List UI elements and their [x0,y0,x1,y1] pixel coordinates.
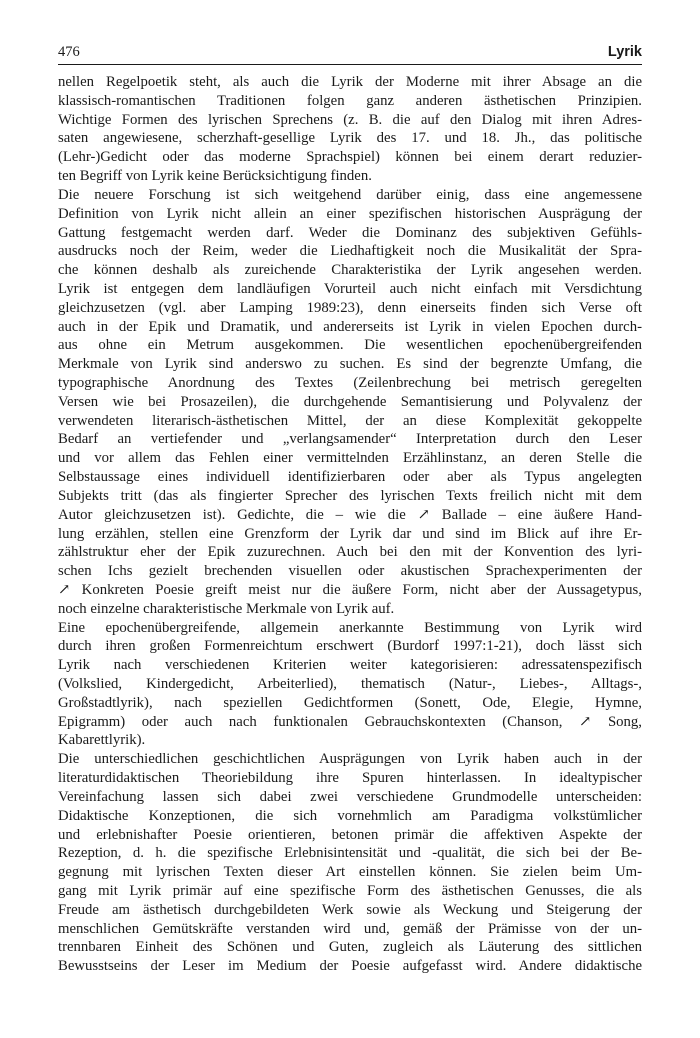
text-line: Epigramm) oder auch nach funktionalen Gebrauchskontexten (Chanson, ↗ Song, [58,713,642,730]
running-head: Lyrik [607,44,642,60]
text-line: nellen Regelpoetik steht, als auch die Lyrik der Moderne mit ihrer Absage an die [58,74,642,90]
text-line: literaturdidaktischen Theoriebildung ihre Spuren hinterlassen. In idealtypischer [58,770,642,787]
text-line: Didaktische Konzeptionen, die sich vornehmlich am Paradigma volkstümlicher [58,807,642,824]
text-line: typographische Anordnung des Textes (Zeilenbrechung bei metrisch geregelten [58,375,642,391]
text-line: trennbaren Einheit des Schönen und Guten, zugleich als Läuterung des sittlichen [58,939,642,956]
text-line: Definition von Lyrik nicht allein an einer spezifischen historischen Ausprägung der [58,205,642,222]
text-line: saten angewiesene, scherzhaft-gesellige Lyrik des 17. und 18. Jh., das politische [58,130,642,147]
text-line: Gattung festgemacht werden darf. Weder die Dominanz des subjektiven Gefühls- [58,224,642,241]
text-line: Merkmale von Lyrik sind anderswo zu suchen. Es sind der begrenzte Umfang, die [58,356,642,373]
text-line: auch in der Epik und Dramatik, und andererseits ist Lyrik in vielen Epochen durch- [58,318,642,335]
text-line: Rezeption, d. h. die spezifische Erlebnisintensität und -qualität, die sich bei der Be- [58,845,642,862]
text-line: Die unterschiedlichen geschichtlichen Ausprägungen von Lyrik haben auch in der [58,751,642,768]
text-line: durch ihren großen Formenreichtum erschwert (Burdorf 1997:1-21), doch lässt sich [58,638,642,655]
header-rule [58,64,642,65]
text-line: (Volkslied, Kindergedicht, Arbeiterlied), thematisch (Natur-, Liebes-, Alltags-, [58,676,642,692]
text-line: noch einzelne charakteristische Merkmale von Lyrik auf. [58,600,395,617]
text-line: verwendeten literarisch-ästhetischen Mittel, der an diese Komplexität gekoppelte [58,412,642,429]
text-line: Lyrik ist entgegen dem landläufigen Vorurteil auch nicht einfach mit Versdichtung [58,280,642,297]
text-line: menschlichen Gemütskräfte verstanden wird und, gemäß der Prämisse von der un- [58,920,642,937]
text-line: che können deshalb als zureichende Charakteristika der Lyrik angesehen werden. [58,262,642,279]
text-line: Kabarettlyrik). [58,732,146,749]
text-line: Eine epochenübergreifende, allgemein anerkannte Bestimmung von Lyrik wird [58,619,642,636]
text-line: Wichtige Formen des lyrischen Sprechens (z. B. die auf den Dialog mit ihren Adres- [58,111,642,128]
text-line: Subjekts tritt (das als fingierter Sprecher des lyrischen Texts freilich nicht mit dem [58,487,642,504]
text-line: schen Ichs gezielt brechenden visuellen oder akustischen Sprachexperimenten der [58,563,642,580]
text-line: Selbstaussage eines individuell identifizierbaren oder aber als Typus angelegten [58,469,642,486]
text-line: lung erzählen, stellen eine Grenzform der Lyrik dar und sind im Blick auf ihre Er- [58,525,642,542]
text-line: Lyrik nach verschiedenen Kriterien weiter kategorisieren: adressatenspezifisch [58,657,642,674]
text-line: und erlebnishafter Poesie orientieren, betonen primär die affektiven Aspekte der [58,826,642,843]
text-line: ausdrucks noch der Reim, weder die Liedhaftigkeit noch die Musikalität der Spra- [58,243,642,260]
text-line: Bewusstseins der Leser im Medium der Poesie aufgefasst wird. Andere didaktische [58,958,642,975]
text-line: gegnung mit lyrischen Texten dieser Art einstellen können. Sie zielen beim Um- [58,864,642,881]
text-line: gang mit Lyrik primär auf eine spezifische Form des ästhetischen Genusses, die als [58,882,642,899]
text-line: Vereinfachung lassen sich dabei zwei verschiedene Grundmodelle unterscheiden: [58,788,642,805]
text-line: Freude am ästhetisch durchgebildeten Werk sowie als Weckung und Steigerung der [58,901,642,918]
text-line: Versen wie bei Prosazeilen), die durchgehende Semantisierung und Polyvalenz der [58,393,642,410]
text-line: ten Begriff von Lyrik keine Berücksichtigung finden. [58,168,372,185]
text-line: und vor allem das Fehlen einer vermittelnden Erzählinstanz, an deren Stelle die [58,450,642,467]
text-line: Großstadtlyrik), nach speziellen Gedichtformen (Sonett, Ode, Elegie, Hymne, [58,694,642,711]
body-text [58,73,642,976]
text-line: (Lehr-)Gedicht oder das moderne Sprachspiel) können bei einem derart reduzier- [58,149,642,166]
text-line: zählstruktur eher der Epik zuzurechnen. Auch bei den mit der Konvention des lyri- [58,544,642,561]
text-line: ↗ Konkreten Poesie greift meist nur die äußere Form, nicht aber der Aussagetypus, [58,581,642,598]
text-line: klassisch-romantischen Traditionen folgen ganz anderen ästhetischen Prinzipien. [58,92,642,109]
text-line: gleichzusetzen (vgl. aber Lamping 1989:23), denn einerseits finden sich Verse oft [58,299,642,316]
text-line: Die neuere Forschung ist sich weitgehend darüber einig, dass eine angemessene [58,186,642,203]
text-line: Autor gleichzusetzen ist). Gedichte, die – wie die ↗ Ballade – eine äußere Hand- [58,506,642,523]
page-number: 476 [58,44,80,60]
page-header [58,44,642,66]
text-line: Bedarf an vertiefender und „verlangsamender“ Interpretation durch den Leser [58,431,642,448]
text-line: aus ohne ein Metrum ausgekommen. Die wesentlichen epochenübergreifenden [58,337,642,354]
